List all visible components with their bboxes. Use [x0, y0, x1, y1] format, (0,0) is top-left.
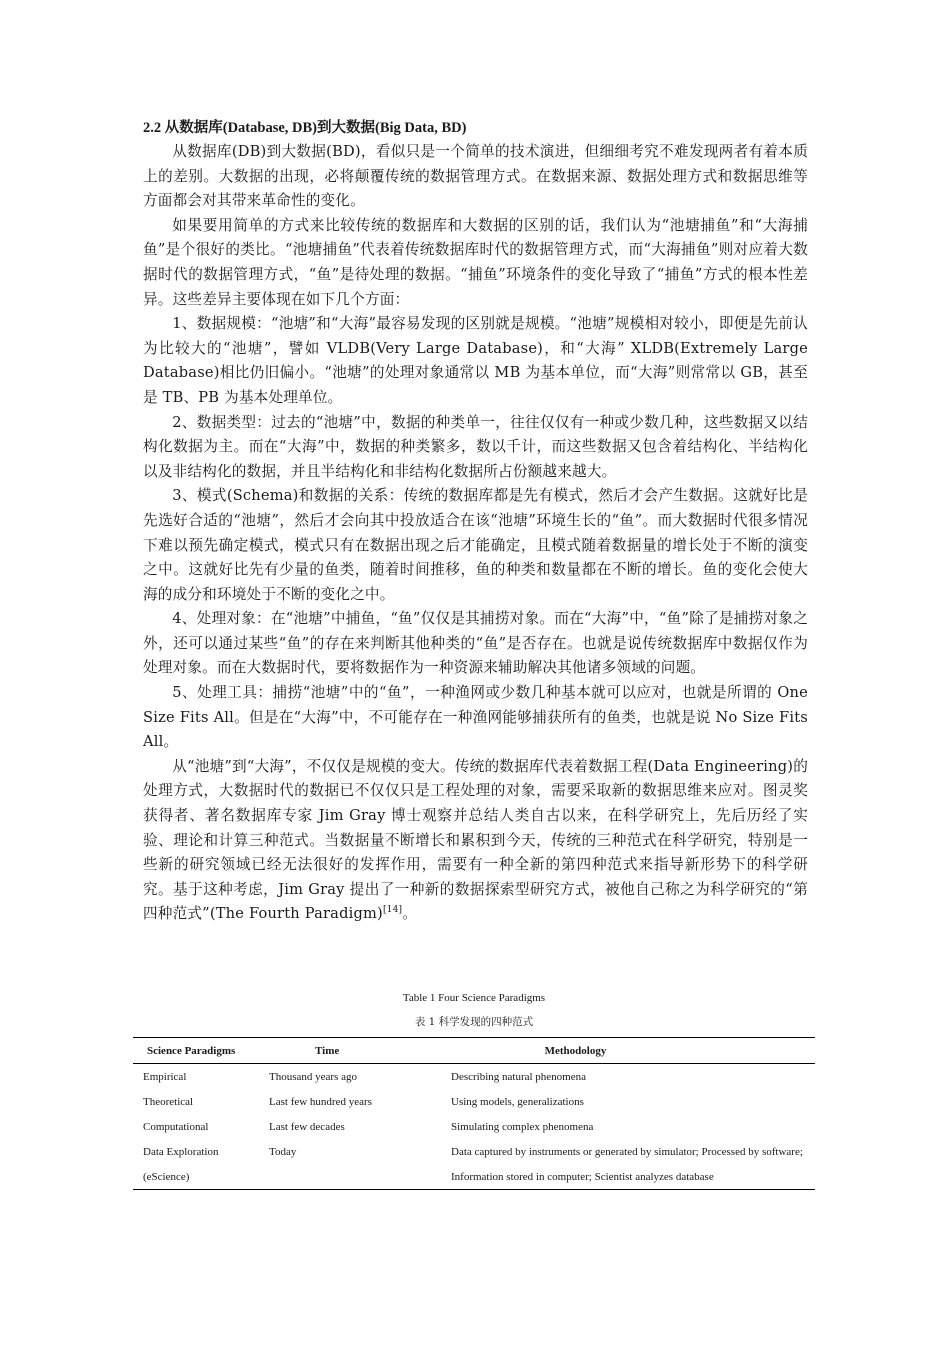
cell-time: Today: [269, 1145, 297, 1158]
table-caption-zh: 表 1 科学发现的四种范式: [414, 1016, 534, 1028]
table-header-row: [133, 1038, 815, 1064]
header-time: Time: [315, 1044, 340, 1057]
paragraph: 4、处理对象：在“池塘”中捕鱼，“鱼”仅仅是其捕捞对象。而在“大海”中，“鱼”除了是捕捞对象之外，还可以通过某些“鱼”的存在来判断其他种类的“鱼”是否存在。也就是说传统数据库中数据仅作为处理对象。而在大数据时代，要将数据作为一种资源来辅助解决其他诸多领域的问题。: [143, 610, 808, 677]
cell-paradigm: Theoretical: [143, 1095, 194, 1108]
cell-time: [269, 1164, 451, 1190]
cell-methodology: Simulating complex phenomena: [451, 1120, 594, 1133]
cell-methodology: Data captured by instruments or generated by simulator; Processed by software;: [451, 1145, 803, 1158]
cell-time: Last few decades: [269, 1120, 345, 1133]
paragraph: 2、数据类型：过去的“池塘”中，数据的种类单一，往往仅仅有一种或少数几种，这些数据又以结构化数据为主。而在“大海”中，数据的种类繁多，数以千计，而这些数据又包含着结构化、半结构化以及非结构化的数据，并且半结构化和非结构化数据所占份额越来越大。: [143, 413, 808, 480]
cell-methodology: Information stored in computer; Scientist analyzes database: [451, 1170, 714, 1183]
header-methodology: Methodology: [544, 1044, 607, 1057]
paragraph: 如果要用简单的方式来比较传统的数据库和大数据的区别的话，我们认为“池塘捕鱼”和“大海捕鱼”是个很好的类比。“池塘捕鱼”代表着传统数据库时代的数据管理方式，而“大海捕鱼”则对应着大数据时代的数据管理方式，“鱼”是待处理的数据。“捕鱼”环境条件的变化导致了“捕鱼”方式的根本性差异。这些差异主要体现在如下几个方面：: [143, 216, 808, 308]
paradigms-table: [133, 1037, 815, 1190]
paradigms-table-wrap: [133, 1037, 815, 1190]
citation-ref[interactable]: [14]: [382, 905, 403, 916]
section-heading: 2.2 从数据库(Database, DB)到大数据(Big Data, BD): [143, 120, 467, 136]
table-row: [133, 1164, 815, 1190]
table-row: [133, 1139, 815, 1164]
table-caption-en: Table 1 Four Science Paradigms: [402, 992, 546, 1004]
table-row: [133, 1089, 815, 1114]
table-row: [133, 1064, 815, 1090]
header-paradigms: Science Paradigms: [147, 1044, 236, 1057]
cell-methodology: Using models, generalizations: [451, 1095, 584, 1108]
cell-time: Thousand years ago: [269, 1070, 357, 1083]
paragraph: 从数据库(DB)到大数据(BD)，看似只是一个简单的技术演进，但细细考究不难发现两者有着本质上的差别。大数据的出现，必将颠覆传统的数据管理方式。在数据来源、数据处理方式和数据思维等方面都会对其带来革命性的变化。: [143, 143, 808, 210]
paragraph-text: 从“池塘”到“大海”，不仅仅是规模的变大。传统的数据库代表着数据工程(Data Engineering)的处理方式，大数据时代的数据已不仅仅只是工程处理的对象，需要采取新的数据思维来应对。图灵奖获得者、著名数据库专家 Jim Gray 博士观察并总结人类自古以来，在科学研究上，先后历经了实验、理论和计算三种范式。当数据量不断增长和累积到今天，传统的三种范式在科学研究，特别是一些新的研究领域已经无法很好的发挥作用，需要有一种全新的第四种范式来指导新形势下的科学研究。基于这种考虑，Jim Gray 提出了一种新的数据探索型研究方式，被他自己称之为科学研究的“第四种范式”(The Fourth Paradigm): [143, 757, 808, 923]
paragraph-with-citation: [143, 755, 808, 927]
cell-time: Last few hundred years: [269, 1095, 372, 1108]
paragraph: 1、数据规模：“池塘”和“大海”最容易发现的区别就是规模。“池塘”规模相对较小，即便是先前认为比较大的“池塘”，譬如 VLDB(Very Large Database)，和“大海” XLDB(Extremely Large Database)相比仍旧偏小。“池塘”的处理对象通常以 MB 为基本单位，而“大海”则常常以 GB，甚至是 TB、PB 为基本处理单位。: [143, 315, 808, 406]
cell-paradigm: Computational: [143, 1120, 209, 1133]
paragraph: 3、模式(Schema)和数据的关系：传统的数据库都是先有模式，然后才会产生数据。这就好比是先选好合适的“池塘”，然后才会向其中投放适合在该“池塘”环境生长的“鱼”。而大数据时代很多情况下难以预先确定模式，模式只有在数据出现之后才能确定，且模式随着数据量的增长处于不断的演变之中。这就好比先有少量的鱼类，随着时间推移，鱼的种类和数量都在不断的增长。鱼的变化会使大海的成分和环境处于不断的变化之中。: [143, 487, 808, 603]
section-body: [143, 116, 808, 927]
table-row: [133, 1114, 815, 1139]
paragraph: 5、处理工具：捕捞“池塘”中的“鱼”，一种渔网或少数几种基本就可以应对，也就是所谓的 One Size Fits All。但是在“大海”中，不可能存在一种渔网能够捕获所有的鱼类，也就是说 No Size Fits All。: [143, 684, 808, 751]
table-captions: [133, 990, 815, 1030]
cell-paradigm: (eScience): [143, 1170, 190, 1183]
cell-paradigm: Empirical: [143, 1070, 187, 1083]
paragraph-tail: 。: [402, 905, 418, 923]
cell-paradigm: Data Exploration: [143, 1145, 219, 1158]
cell-methodology: Describing natural phenomena: [451, 1070, 587, 1083]
